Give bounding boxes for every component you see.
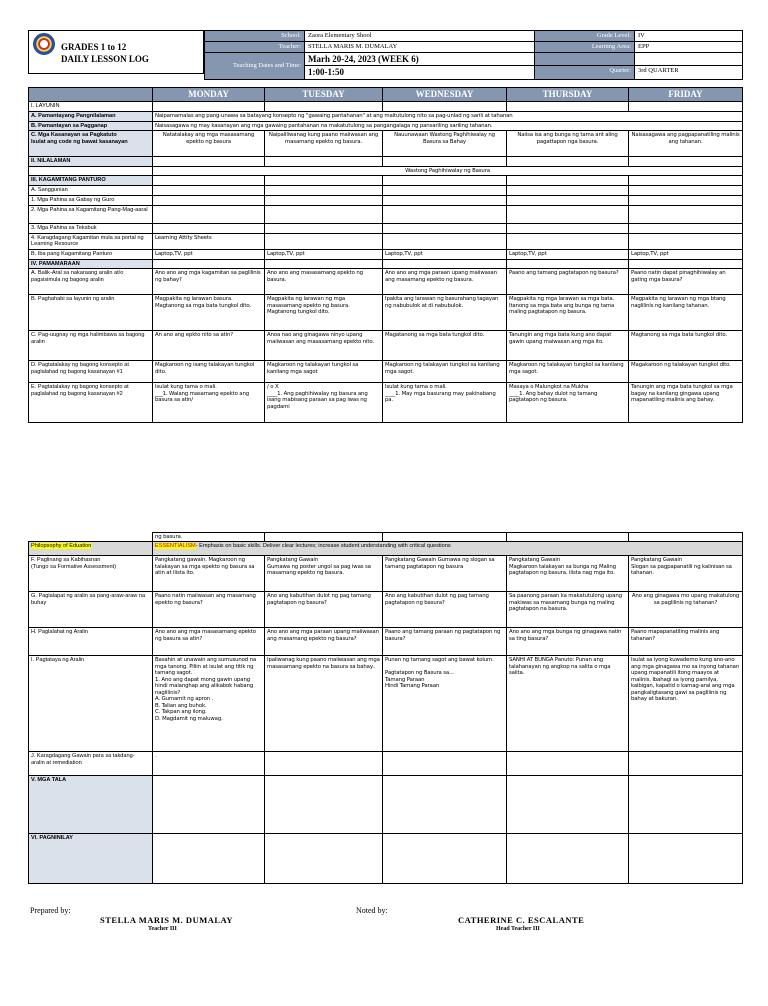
cell-thursday [507,186,629,196]
table-row [29,834,743,884]
cell-wednesday: Ano ang kabutihan dulot ng pag tamang pagtatapon ng basura? [383,592,507,628]
table-row [29,111,743,121]
day-header-row [29,88,743,102]
cell-tuesday: Magpakita ng larawan ng mga masasamang epekto ng basura. Magtanong tungkol dito. [265,295,383,331]
cell-wednesday: Nauunawaan Wastong Paghihiwalay ng Basura sa Bahay [383,131,507,157]
cell-wednesday [383,223,507,233]
philosophy-text: - Emphasis on basic skills. Deliver clear lectures; increase student understanding with critical questions [195,543,451,550]
cell-friday [629,186,743,196]
day-header-monday: MONDAY [153,88,265,102]
cell-monday [153,259,265,269]
table-row [29,776,743,834]
row-label: A. Pamantayang Pangnilalaman [29,111,153,121]
cell-tuesday [265,157,383,167]
cell-friday [629,259,743,269]
philosophy-row [29,542,743,556]
row-span-cell: Naipamamalas ang pang-unawa sa batayang konsepto ng "gawaing pantahanan" at ang maitutulong nito sa pag-unlad ng sarili at tahanan [153,111,743,121]
cell-thursday [507,752,629,776]
day-header-thursday: THURSDAY [507,88,629,102]
cell-thursday [507,223,629,233]
cell-wednesday [383,101,507,111]
row-label: II. NILALAMAN [29,157,153,167]
cell-wednesday: Paano ang tamang paraan ng pagtatapon ng basura? [383,628,507,656]
area-label: Learning Area: [535,41,635,52]
cell-monday: . [153,752,265,776]
cell-friday [629,752,743,776]
header-logo-box [28,30,204,74]
cell-monday [153,223,265,233]
cell-tuesday: Pangkatang Gawain Gumawa ng poster ungol sa pag iwas sa masamang epekto ng basura. [265,556,383,592]
table-row [29,628,743,656]
cell-tuesday [265,233,383,249]
table-row [29,295,743,331]
cell-friday: Magtanong sa mga bata tungkol dito. [629,331,743,361]
carry-blank-cell [629,533,743,542]
row-label: A. Sanggunian [29,186,153,196]
row-label: IV. PAMAMARAAN [29,259,153,269]
cell-tuesday [265,223,383,233]
cell-wednesday [383,233,507,249]
cell-wednesday: Ipakita ang larawan ng basurahang tagayan ng nabubulok at di nabubulok. [383,295,507,331]
document-title [61,41,149,65]
table-row [29,656,743,752]
cell-monday: Laptop,TV, ppt [153,249,265,259]
carry-over-row [29,533,743,542]
row-label: C. Mga Kasanayan sa Pagkatuto Isulat ang code ng bawat kasanayan [29,131,153,157]
row-label: 3. Mga Pahina sa Teksbuk [29,223,153,233]
cell-thursday: Tanungin ang mga bata kung ano dapat gawin upang maiwasan ang mga ito. [507,331,629,361]
cell-friday: Ano ang ginagawa mo upang makatulong sa paglilinis ng tahanan? [629,592,743,628]
cell-thursday [507,834,629,884]
row-label [29,166,153,175]
row-label: I. Pagtataya ng Aralin [29,656,153,752]
cell-tuesday [265,186,383,196]
blank-label [535,52,635,66]
cell-friday [629,834,743,884]
cell-monday: Pangkatang gawain. Magkaroon ng talakayan sa mga epekto ng basura sa atin at ilista ito. [153,556,265,592]
cell-friday [629,195,743,205]
row-label: 4. Karagdagang Kagamitan mula sa portal ng Learning Resource [29,233,153,249]
cell-thursday: Masaya o Malungkot na Mukha ____1. Ang bahay dulot ng tamang pagtatapon ng basura. [507,383,629,423]
cell-thursday: Sa paanong paraan ka makatutulong upang makiwas sa masamang bunga ng maling pagtatapon na basura. [507,592,629,628]
signature-block [28,904,742,944]
quarter-value: 3rd QUARTER [635,66,743,80]
cell-tuesday [265,752,383,776]
cell-wednesday [383,205,507,223]
cell-monday: Ano ano ang mga masasamang epekto ng basura sa atin? [153,628,265,656]
prepared-by-name: STELLA MARIS M. DUMALAY [100,915,234,925]
row-span-cell: Wastong Paghihiwalay ng Basura [153,166,743,175]
cell-thursday: Magkaroon ng talakayan tungkol sa kanilang mga sagot. [507,361,629,383]
table-row [29,361,743,383]
row-label: 2. Mga Pahina sa Kagamitang Pang-Mag-aaral [29,205,153,223]
row-label: VI. PAGNINILAY [29,834,153,884]
cell-thursday [507,776,629,834]
table-row [29,331,743,361]
school-value: Zaora Elementary Shool [305,31,535,42]
cell-wednesday: Laptop,TV, ppt [383,249,507,259]
table-row [29,205,743,223]
cell-thursday [507,205,629,223]
cell-tuesday: Magkaroon ng talakayan tungkol sa kanilang mga sagot [265,361,383,383]
cell-friday: Pangkatang Gawain Slogan sa pagpapanatili ng kalinisan sa tahanan. [629,556,743,592]
noted-by-title: Head Teacher III [496,926,540,932]
lesson-table-page-2 [28,532,743,884]
cell-monday: Magpakita ng larawan basura. Magtanong sa mga bata tungkol dito. [153,295,265,331]
row-label: V. MGA TALA [29,776,153,834]
table-row [29,186,743,196]
philosophy-label: Philopsophy of Eduation [31,543,92,550]
cell-thursday: Paano ang tamang pagtatapon ng basura? [507,269,629,295]
cell-tuesday: Laptop,TV, ppt [265,249,383,259]
table-row [29,195,743,205]
cell-tuesday [265,176,383,186]
teacher-label: Teacher: [205,41,305,52]
cell-monday [153,205,265,223]
cell-tuesday [265,834,383,884]
row-label: 1. Mga Pahina sa Gabay ng Guro [29,195,153,205]
noted-by-name: CATHERINE C. ESCALANTE [458,915,585,925]
cell-thursday: Ano ano ang mga bunga ng ginagawa natin sa ting basura? [507,628,629,656]
cell-friday [629,233,743,249]
cell-monday [153,776,265,834]
cell-monday [153,186,265,196]
cell-wednesday: Punan ng tamang sagot ang bawat kolum. Pagtatapon ng Basura sa... Tamang Paraan Hindi Tamang Paraan [383,656,507,752]
day-header-wednesday: WEDNESDAY [383,88,507,102]
table-row [29,259,743,269]
cell-friday: Paano natin dapat pinaghihiwalay an gating mga basura? [629,269,743,295]
cell-tuesday: Anoa nao ang ginagawa ninyo upang maiiwasan ang masasamang epekto nito. [265,331,383,361]
cell-friday [629,176,743,186]
cell-tuesday [265,259,383,269]
table-row [29,166,743,175]
prepared-by-label: Prepared by: [30,906,71,915]
row-label: D. Pagtatalakay ng bagong konsepto at paglalahad ng bagong kasanayan #1 [29,361,153,383]
cell-tuesday: Ano ang kabutihan dulot ng pag tamang pagtatapon ng basura? [265,592,383,628]
cell-thursday [507,101,629,111]
cell-monday: Natatalakay ang mga masasamang epekto ng basura [153,131,265,157]
carry-over-text: ng basura. [153,533,265,542]
cell-monday: An ano ang epkto nito sa atin? [153,331,265,361]
noted-by-label: Noted by: [356,906,388,915]
cell-tuesday: Ano ano ang masasamang epekto ng basura. [265,269,383,295]
table-row [29,752,743,776]
cell-thursday [507,176,629,186]
table-row [29,131,743,157]
cell-friday: Naisasagawa ang pagpapanatiling malinis ang tahanan. [629,131,743,157]
cell-tuesday: Ipaliwanag kung paano maiiwasan ang mga masasamang epekto na basura sa bahay.. [265,656,383,752]
cell-wednesday [383,176,507,186]
row-label: E. Pagtatalakay ng bagong konsepto at paglalahad ng bagong kasanayan #2 [29,383,153,423]
table-row [29,556,743,592]
cell-tuesday: Naipaliliwanag kung paano maiiwasan ang masamang epekto ng basura. [265,131,383,157]
cell-thursday [507,233,629,249]
carry-blank-cell [507,533,629,542]
teacher-value: STELLA MARIS M. DUMALAY [305,41,535,52]
cell-wednesday [383,186,507,196]
day-header-blank [29,88,153,102]
cell-tuesday: / o X ____1. Ang paghihiwalay ng basura ang isang mabisang paraan sa pag iwas ng pagdami [265,383,383,423]
row-label: A. Balik-Aral sa nakaraang aralin at/o pagsisimula ng bagong aralin [29,269,153,295]
cell-friday [629,157,743,167]
row-label: I. LAYUNIN [29,101,153,111]
dates-value: Marh 20-24, 2023 (WEEK 6) [305,52,535,66]
table-row [29,101,743,111]
cell-tuesday [265,776,383,834]
time-value: 1:00-1:50 [305,66,535,80]
cell-thursday: SANHI AT BUNGA Panuto: Punan ang talahanayan ng angkop na salita o mga salita. [507,656,629,752]
table-row [29,176,743,186]
quarter-label: Quarter: [535,66,635,80]
prepared-by-title: Teacher III [148,926,177,932]
cell-monday: Basahin at unawain ang sumusunod na mga tanong. Piliin at isulat ang titik ng tamang sagot. 1. Ano ang dapat mong gawin upang hindi malanghap ang alikabok habang naglilinis? A. Gumamit ng apron . B. Talian ang buhok. C. Takpan ang ilong. D. Magdamit ng maluwag. [153,656,265,752]
blank-value [635,52,743,66]
carry-blank-cell [265,533,383,542]
cell-monday: Learning Attity Sheets [153,233,265,249]
row-label: B. Paghahabi sa layunin ng aralin [29,295,153,331]
cell-thursday [507,195,629,205]
philosophy-title: ESSENTIALISM [155,543,196,550]
title-line-2: DAILY LESSON LOG [61,54,149,65]
cell-monday [153,176,265,186]
row-label: B. Pamantayan sa Pagganap [29,121,153,131]
table-row [29,592,743,628]
row-label: B. Iba pang Kagamitang Panturo [29,249,153,259]
philosophy-content [153,542,743,556]
row-label: C. Pag-uugnay ng mga halimbawa sa bagong aralin [29,331,153,361]
cell-wednesday [383,834,507,884]
cell-thursday: Laptop,TV, ppt [507,249,629,259]
deped-seal-icon [33,33,55,55]
cell-wednesday [383,157,507,167]
cell-monday [153,101,265,111]
cell-friday: Isulat sa iyong kuwaderno kung ano-ano ang mga ginagawa mo sa inyong tahanan upang mapanatili itong maayos at malinis. Ibahagi sa iyong pamilya, kaibigan, kapatid o kamag-aral ang mga pangkaligtasang gawi sa paglilinis ng bahay at bakuran. [629,656,743,752]
day-header-friday: FRIDAY [629,88,743,102]
cell-friday: Magpakita ng larawan ng mga btang naglilinis ng kanilang tahanan. [629,295,743,331]
area-value: EPP [635,41,743,52]
cell-tuesday [265,195,383,205]
cell-monday: Paano natin maiiwasan ang masamang epekto ng basura? [153,592,265,628]
cell-thursday: Pangkatang Gawain Magkaroon talakayan sa bunga ng Maling pagtatapon ng basura. ilista nag mga ito. [507,556,629,592]
row-span-cell: Naisasagawa ng may kasanayan ang mga gawaing pantahanan na makatutulong sa pangangalaga ng pansariling sariling tahanan. [153,121,743,131]
table-row [29,121,743,131]
row-label: G. Paglalapat ng aralin sa pang-araw-araw na buhay [29,592,153,628]
dates-label: Teaching Dates and Time: [205,52,305,80]
table-row [29,249,743,259]
row-label: J. Karagdagang Gawain para sa takdang- aralin at remediation [29,752,153,776]
table-row [29,157,743,167]
cell-wednesday [383,195,507,205]
row-label: III. KAGAMITANG PANTURO [29,176,153,186]
cell-tuesday [265,101,383,111]
row-label: F. Paglinang sa Kabihasnan (Tungo sa Formative Assessment) [29,556,153,592]
cell-wednesday: Isulat kung tama o mali. ____1. May mga basurang may pakinabang pa. [383,383,507,423]
cell-wednesday [383,752,507,776]
row-label: H. Paglalahat ng Aralin [29,628,153,656]
cell-thursday: Naiisa isa ang bunga ng tama ant aling pagattapon nga basura. [507,131,629,157]
cell-wednesday: Magatanong sa mga bata tungkol dito. [383,331,507,361]
school-label: School: [205,31,305,42]
cell-monday [153,195,265,205]
cell-friday [629,205,743,223]
cell-thursday [507,259,629,269]
cell-wednesday: Ano ano ang mga paraan upang maiiwasan ang masamang epekto ng basura. [383,269,507,295]
cell-friday [629,223,743,233]
carry-blank [29,533,153,542]
cell-wednesday: Pangkatang Gawain Gumawa ng slogan sa tamang pagtatapon ng basura [383,556,507,592]
table-row [29,233,743,249]
cell-monday [153,157,265,167]
table-row [29,269,743,295]
cell-monday [153,834,265,884]
lesson-table-page-1 [28,87,743,423]
cell-friday: Tanungin ang mga bata tungkol sa mga bagay na kanilang gingawa upang mapanatiling malinis ang bahay. [629,383,743,423]
cell-tuesday [265,205,383,223]
cell-friday [629,776,743,834]
cell-thursday [507,157,629,167]
table-row [29,383,743,423]
table-row [29,223,743,233]
day-header-tuesday: TUESDAY [265,88,383,102]
cell-friday: Laptop,TV, ppt [629,249,743,259]
grade-value: IV [635,31,743,42]
cell-wednesday [383,259,507,269]
cell-wednesday: Magkaroon ng talakayan tungkol sa kanilang mga sagot. [383,361,507,383]
cell-monday: Ano ano ang mga kagamitan sa paglilinis ng bahay? [153,269,265,295]
cell-friday: Paano mapapanatiling malinis ang tahanan? [629,628,743,656]
cell-tuesday: Ano ano ang mga paraan upang maiiwasan ang masamang epekto ng basura? [265,628,383,656]
carry-blank-cell [383,533,507,542]
philosophy-label-cell [29,542,153,556]
grade-label: Grade Level: [535,31,635,42]
title-line-1: GRADES 1 to 12 [61,42,127,52]
cell-friday: Magakaroon ng talakayan tungkol dito. [629,361,743,383]
cell-monday: Isulat kung tama o mali. ___1. Walang masamang epekto ang basura sa atin/ [153,383,265,423]
cell-thursday: Magpakita ng mga larawan sa mga bata. Itanong sa mga bata ang bunga ng tama maling pagtatapon ng basura. [507,295,629,331]
cell-friday [629,101,743,111]
cell-wednesday [383,776,507,834]
cell-monday: Magkaroon ng isang talakayan tungkol dito. [153,361,265,383]
header-info-table [204,30,743,80]
